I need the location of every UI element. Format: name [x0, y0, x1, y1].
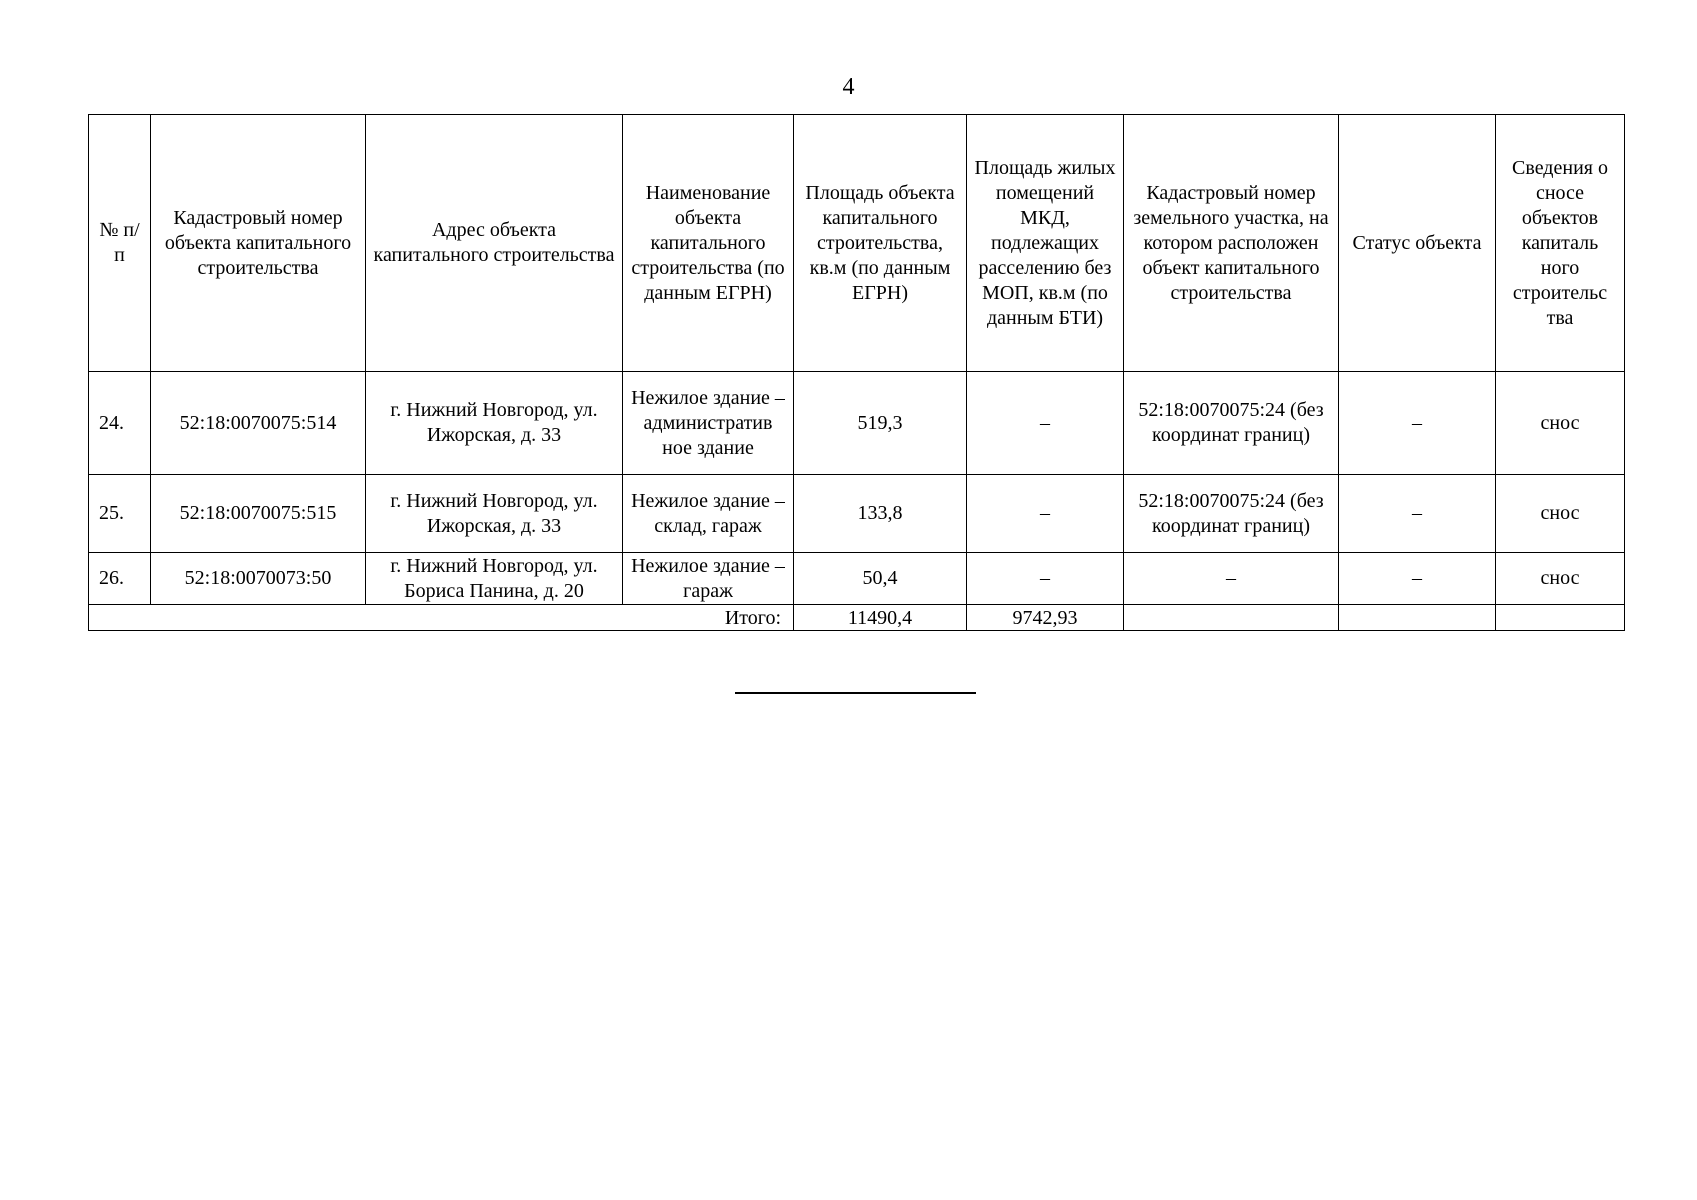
demolition-cell: снос: [1496, 475, 1625, 553]
table-header-row: [89, 115, 1625, 372]
living-area-cell: –: [967, 475, 1124, 553]
total-row: [89, 605, 1625, 631]
object-area-cell: 519,3: [794, 372, 967, 475]
header-living-area: Площадь жилых помещений МКД, подлежащих расселению без МОП, кв.м (по данным БТИ): [967, 115, 1124, 372]
living-area-cell: –: [967, 553, 1124, 605]
demolition-cell: снос: [1496, 372, 1625, 475]
header-address: Адрес объекта капитального строительства: [366, 115, 623, 372]
demolition-objects-table: [88, 114, 1625, 631]
total-object-area: 11490,4: [794, 605, 967, 631]
living-area-cell: –: [967, 372, 1124, 475]
table-row: [89, 553, 1625, 605]
row-number: 24.: [89, 372, 151, 475]
page-number: 4: [842, 74, 855, 100]
object-name-cell: Нежилое здание – гараж: [623, 553, 794, 605]
end-of-document-rule: [735, 692, 976, 694]
address-cell: г. Нижний Новгород, ул. Ижорская, д. 33: [366, 475, 623, 553]
status-cell: –: [1339, 475, 1496, 553]
land-plot-cell: 52:18:0070075:24 (без координат границ): [1124, 372, 1339, 475]
object-area-cell: 133,8: [794, 475, 967, 553]
cadastral-number-cell: 52:18:0070073:50: [151, 553, 366, 605]
header-object-area: Площадь объекта капитального строительства, кв.м (по данным ЕГРН): [794, 115, 967, 372]
object-area-cell: 50,4: [794, 553, 967, 605]
total-empty-cell: [1496, 605, 1625, 631]
total-empty-cell: [1124, 605, 1339, 631]
status-cell: –: [1339, 372, 1496, 475]
total-living-area: 9742,93: [967, 605, 1124, 631]
header-status: Статус объекта: [1339, 115, 1496, 372]
row-number: 25.: [89, 475, 151, 553]
header-number: № п/п: [89, 115, 151, 372]
demolition-cell: снос: [1496, 553, 1625, 605]
table-row: [89, 372, 1625, 475]
row-number: 26.: [89, 553, 151, 605]
object-name-cell: Нежилое здание – административ ное здание: [623, 372, 794, 475]
header-land-plot: Кадастровый номер земельного участка, на котором расположен объект капитального строительства: [1124, 115, 1339, 372]
land-plot-cell: –: [1124, 553, 1339, 605]
total-label: Итого:: [89, 605, 794, 631]
header-object-name: Наименование объекта капитального строительства (по данным ЕГРН): [623, 115, 794, 372]
address-cell: г. Нижний Новгород, ул. Ижорская, д. 33: [366, 372, 623, 475]
status-cell: –: [1339, 553, 1496, 605]
cadastral-number-cell: 52:18:0070075:515: [151, 475, 366, 553]
header-cadastral-number: Кадастровый номер объекта капитального строительства: [151, 115, 366, 372]
total-empty-cell: [1339, 605, 1496, 631]
object-name-cell: Нежилое здание – склад, гараж: [623, 475, 794, 553]
table-row: [89, 475, 1625, 553]
cadastral-number-cell: 52:18:0070075:514: [151, 372, 366, 475]
address-cell: г. Нижний Новгород, ул. Бориса Панина, д. 20: [366, 553, 623, 605]
header-demolition-info: Сведения о сносе объектов капиталь ного строительс тва: [1496, 115, 1625, 372]
land-plot-cell: 52:18:0070075:24 (без координат границ): [1124, 475, 1339, 553]
